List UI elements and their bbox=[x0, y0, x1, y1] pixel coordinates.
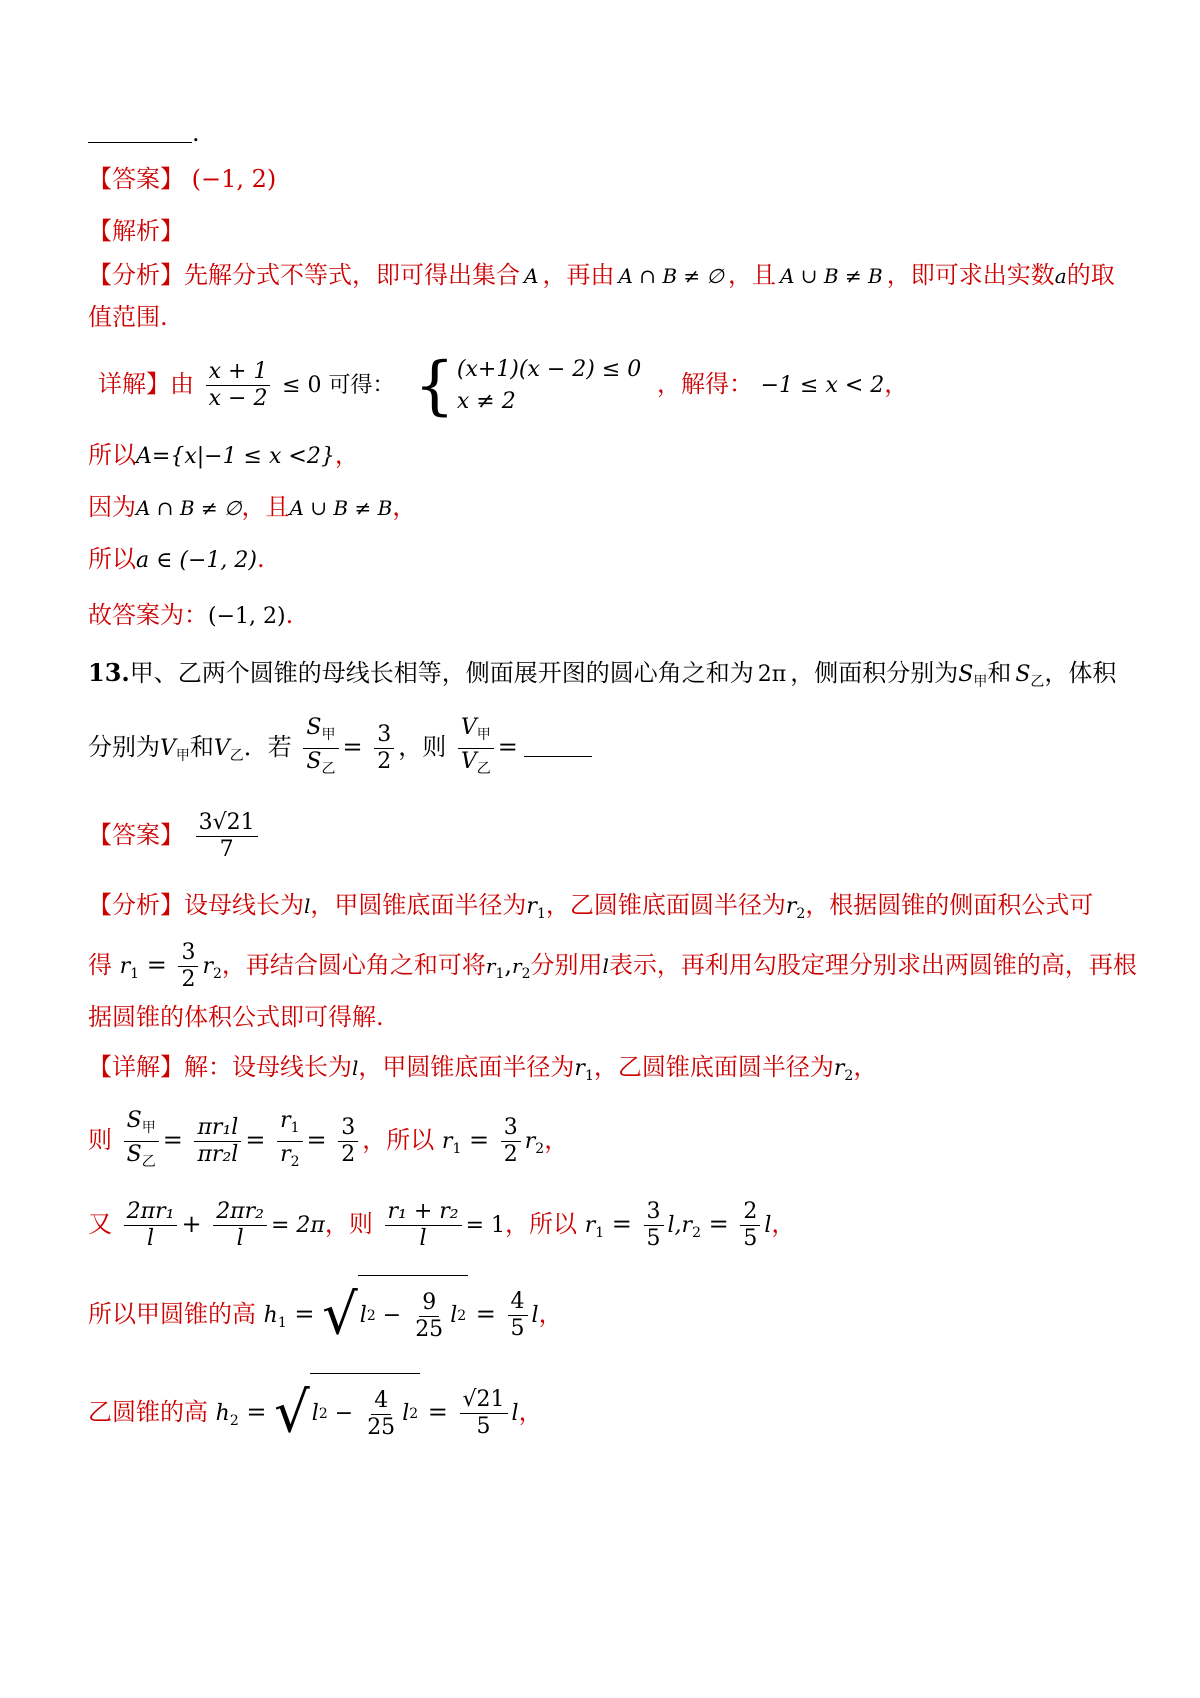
frac-numerator: x + 1 bbox=[206, 359, 271, 386]
text: 乙 bbox=[476, 761, 491, 777]
text: 3√21 bbox=[196, 810, 258, 837]
text bbox=[644, 1199, 664, 1252]
text: 甲 bbox=[321, 727, 336, 743]
analysis-tag: 【解析】 bbox=[88, 217, 184, 245]
text: r bbox=[833, 1056, 845, 1081]
h1-radicand: l 2 − $\frac{9}{25}$ l 2 bbox=[358, 1275, 468, 1356]
text: 3 bbox=[501, 1115, 521, 1142]
ratio-value-fraction bbox=[374, 722, 394, 775]
text: 所以 bbox=[88, 441, 136, 469]
text: ，甲圆锥底面半径为 bbox=[358, 1053, 575, 1081]
q13-detail-line-2: 则 $\frac{S_甲}{S_乙}$ = $\frac{\text{πr₁l}}{\text{πr₂l}}$ = $\frac{r_1}{r_2}$ = $\frac{3}{2}$ ，所以 $r_1$ = $\frac{3}{2}$ $r_2$， bbox=[88, 1104, 568, 1176]
text: 4 bbox=[508, 1289, 528, 1316]
math-cond-union: A ∪ B ≠ B bbox=[779, 264, 883, 288]
text: 甲 bbox=[476, 727, 491, 743]
inequality-rhs: ≤ 0 可得： bbox=[282, 373, 395, 398]
text: 甲、乙两个圆锥的母线长相等，侧面展开图的圆心角之和为 bbox=[129, 659, 754, 687]
text: l bbox=[764, 1213, 772, 1238]
text: l bbox=[147, 1226, 155, 1251]
text: r bbox=[485, 954, 496, 978]
text: A ∪ B ≠ B bbox=[289, 496, 393, 520]
text bbox=[194, 1115, 241, 1168]
text: 乙 bbox=[1030, 674, 1045, 690]
text: ，体积 bbox=[1044, 659, 1117, 687]
text bbox=[124, 1199, 178, 1252]
text: r bbox=[119, 954, 131, 979]
text: 25 bbox=[415, 1316, 444, 1342]
text: = 2π bbox=[270, 1213, 325, 1238]
text bbox=[338, 1115, 358, 1168]
system-brace: { bbox=[414, 348, 455, 423]
text: ，侧面积分别为 bbox=[790, 659, 959, 687]
q13-fenxi-line-3 bbox=[88, 1000, 384, 1034]
text bbox=[178, 940, 198, 993]
sqrt-icon: √ bbox=[322, 1282, 358, 1348]
inequality-fraction bbox=[206, 359, 271, 412]
text: 5 bbox=[510, 1316, 525, 1341]
text: πr₂l bbox=[197, 1142, 239, 1167]
text: V bbox=[460, 715, 477, 740]
text: 【分析】 bbox=[88, 891, 184, 919]
text: S bbox=[1015, 662, 1031, 687]
text bbox=[124, 1108, 159, 1175]
q13-answer-fraction bbox=[196, 810, 258, 863]
text: 设母线长为 bbox=[184, 891, 304, 919]
text: S bbox=[306, 715, 322, 740]
text: 2 bbox=[377, 749, 392, 774]
text: 所以甲圆锥的高 bbox=[88, 1300, 256, 1328]
text: ，且 bbox=[727, 261, 776, 289]
text: 和 bbox=[189, 733, 214, 761]
text: 的取 bbox=[1066, 261, 1115, 289]
q12-answer-value: (−1, 2) bbox=[191, 165, 277, 193]
q13-fenxi-line-2: 得 $r_1$ = $\frac{3}{2}$ $r_2$，再结合圆心角之和可将$r_1,r_2$分别用l表示，再利用勾股定理分别求出两圆锥的高，再根 bbox=[88, 940, 1137, 992]
text bbox=[508, 1289, 528, 1342]
text: 3 bbox=[178, 940, 198, 967]
inequality-system bbox=[457, 354, 641, 418]
q13-stem-line-1 bbox=[88, 656, 1116, 699]
text: S bbox=[126, 1108, 142, 1133]
text: S bbox=[126, 1142, 142, 1167]
text: 甲 bbox=[141, 1120, 156, 1136]
text: 2 bbox=[503, 1142, 518, 1167]
text: 详解】由 bbox=[98, 370, 194, 398]
text: 9 bbox=[419, 1290, 439, 1317]
text: 5 bbox=[476, 1414, 491, 1439]
text: = bbox=[342, 733, 363, 761]
text: ，乙圆锥底面圆半径为 bbox=[545, 891, 786, 919]
text: 2πr₂ bbox=[213, 1199, 267, 1226]
text: ， bbox=[538, 1300, 563, 1328]
text: ，则 bbox=[398, 733, 447, 761]
analysis-heading bbox=[88, 214, 184, 248]
text: ，所以 bbox=[505, 1210, 578, 1238]
text: 得 bbox=[88, 951, 112, 979]
q13-stem-line-2 bbox=[88, 712, 592, 782]
answer-blank-line: . bbox=[88, 116, 200, 150]
text: 先解分式不等式，即可得出集合 bbox=[184, 261, 520, 289]
system-row-1: (x+1)(x − 2) ≤ 0 bbox=[456, 356, 642, 382]
text: r bbox=[574, 1056, 585, 1081]
text: ，再由 bbox=[542, 261, 615, 289]
text bbox=[501, 1115, 521, 1168]
text: ，再结合圆心角之和可将 bbox=[221, 951, 486, 979]
text: $\frac{r_1}{r_2}$ bbox=[277, 1108, 302, 1175]
text: 则 bbox=[88, 1126, 112, 1154]
text bbox=[740, 1199, 760, 1252]
text: l bbox=[511, 1401, 519, 1426]
text: ， bbox=[544, 1126, 569, 1154]
text bbox=[460, 1387, 508, 1440]
text: 故答案为： bbox=[88, 601, 208, 629]
text: ，即可求出实数 bbox=[886, 261, 1055, 289]
text: 乙 bbox=[321, 761, 336, 777]
q12-answer-line bbox=[88, 162, 276, 196]
text: 分别用 bbox=[530, 951, 603, 979]
text: ， bbox=[884, 370, 909, 398]
text: ，且 bbox=[241, 493, 290, 521]
text: 7 bbox=[219, 837, 234, 862]
fenxi-tag: 【分析】 bbox=[88, 261, 184, 289]
text: r bbox=[524, 1129, 536, 1154]
text: √21 bbox=[460, 1387, 508, 1414]
q12-fenxi-line-2 bbox=[88, 300, 168, 334]
answer-blank bbox=[524, 756, 592, 757]
math-A: A bbox=[524, 264, 539, 288]
answer-blank bbox=[88, 142, 192, 143]
text: 分别为 bbox=[88, 733, 160, 761]
text: ， bbox=[518, 1398, 543, 1426]
text bbox=[385, 1199, 462, 1252]
text: 甲 bbox=[175, 748, 190, 764]
text: 2 bbox=[341, 1142, 356, 1167]
text: 2 bbox=[181, 967, 196, 992]
text: A ∩ B ≠ ∅ bbox=[136, 496, 242, 520]
q13-detail-line-4: 所以甲圆锥的高 $h_1 = √l$ 2 − $\frac{9}{25}$ l 2 = $\frac{4}{5}$ l， bbox=[88, 1274, 563, 1354]
frac-denominator: x − 2 bbox=[208, 386, 268, 411]
text: ，乙圆锥底面圆半径为 bbox=[593, 1053, 834, 1081]
text: V bbox=[160, 736, 176, 761]
text: 又 bbox=[88, 1210, 112, 1238]
text: S bbox=[958, 662, 974, 687]
q13-answer-line bbox=[88, 800, 262, 870]
text: r bbox=[526, 894, 537, 919]
system-row-2: x ≠ 2 bbox=[456, 388, 516, 414]
q13-detail-line-1: 【详解】解：设母线长为l，甲圆锥底面半径为$r_1$，乙圆锥底面圆半径为$r_2$， bbox=[88, 1053, 878, 1084]
text: 3 bbox=[644, 1199, 664, 1226]
q13-detail-line-3: 又 $\frac{\text{2πr₁}}{l}$ + $\frac{\text{2πr₂}}{l}$ = 2π，则 $\frac{\text{r₁ + r₂}}{l}$ = 1，所以 $r_1$ = $\frac{3}{5}$ $l,r_2$ = $\frac{2}{5}$ l， bbox=[88, 1199, 796, 1251]
text: 3 bbox=[338, 1115, 358, 1142]
text: l bbox=[352, 1056, 359, 1080]
sqrt-icon: √ bbox=[274, 1380, 310, 1446]
math-a: a bbox=[1054, 264, 1067, 288]
text: ，则 bbox=[324, 1210, 373, 1238]
q12-set-line bbox=[88, 438, 359, 474]
text: . bbox=[256, 545, 265, 573]
q12-cond-line bbox=[88, 490, 416, 525]
text: 因为 bbox=[88, 493, 136, 521]
text: 解：设母线长为 bbox=[184, 1053, 352, 1081]
text: ， bbox=[853, 1053, 878, 1081]
text: 25 bbox=[367, 1414, 396, 1440]
text: 乙 bbox=[229, 748, 244, 764]
text: ， bbox=[771, 1210, 796, 1238]
q13-fenxi-line-1: 【分析】设母线长为l，甲圆锥底面半径为$r_1$，乙圆锥底面圆半径为$r_2$，根据圆锥的侧面积公式可 bbox=[88, 891, 1094, 922]
text: 所以 bbox=[88, 545, 136, 573]
text: (−1, 2) bbox=[208, 604, 286, 629]
text: 3 bbox=[374, 722, 394, 749]
text: 和 bbox=[987, 659, 1012, 687]
text: ， bbox=[334, 441, 359, 469]
math-cond-intersection: A ∩ B ≠ ∅ bbox=[618, 264, 724, 288]
text: ，所以 bbox=[362, 1126, 435, 1154]
text: r bbox=[785, 894, 797, 919]
text: r bbox=[681, 1213, 693, 1238]
text: 乙 bbox=[141, 1154, 156, 1170]
text: 【详解】 bbox=[88, 1053, 184, 1081]
text: r bbox=[584, 1213, 596, 1238]
text: l bbox=[304, 894, 311, 918]
text: . bbox=[285, 601, 294, 629]
q13-detail-line-5: 乙圆锥的高 $h_2 = √l$ 2 − $\frac{4}{25}$ l 2 = $\frac{√21}{5}$ l， bbox=[88, 1372, 543, 1452]
text: r bbox=[441, 1129, 453, 1154]
h2-radicand: l 2 − $\frac{4}{25}$ l 2 bbox=[310, 1373, 420, 1454]
text: ，甲圆锥底面半径为 bbox=[310, 891, 527, 919]
text: S bbox=[306, 749, 322, 774]
q12-final-line bbox=[88, 598, 293, 634]
text: V bbox=[213, 736, 230, 761]
text: 值范围. bbox=[88, 303, 168, 331]
text: 2 bbox=[740, 1199, 760, 1226]
q12-detail-line bbox=[98, 344, 908, 424]
text: 据圆锥的体积公式即可得解. bbox=[88, 1003, 384, 1031]
text: ， bbox=[392, 493, 417, 521]
ratio-S-fraction bbox=[303, 715, 338, 782]
text: 2π bbox=[757, 662, 787, 687]
text: 表示，再利用勾股定理分别求出两圆锥的高，再根 bbox=[608, 951, 1137, 979]
answer-tag: 【答案】 bbox=[88, 165, 184, 193]
text: 【答案】 bbox=[88, 821, 184, 849]
text: 4 bbox=[371, 1388, 391, 1415]
text: r bbox=[202, 954, 213, 979]
text: l bbox=[419, 1226, 427, 1251]
text: l bbox=[602, 954, 609, 978]
text: 乙圆锥的高 bbox=[88, 1398, 208, 1426]
text: 2πr₁ bbox=[124, 1199, 178, 1226]
text: V bbox=[460, 749, 477, 774]
q12-fenxi-line-1 bbox=[88, 258, 1115, 293]
question-number: 13. bbox=[88, 658, 130, 687]
text: r₁ + r₂ bbox=[385, 1199, 462, 1226]
text: ，根据圆锥的侧面积公式可 bbox=[805, 891, 1094, 919]
text: ，解得： bbox=[656, 370, 753, 398]
set-A: A={x|−1 ≤ x <2} bbox=[136, 444, 335, 469]
text: l bbox=[236, 1226, 244, 1251]
text: 甲 bbox=[973, 674, 988, 690]
text: r bbox=[512, 954, 522, 978]
text: a ∈ (−1, 2) bbox=[136, 548, 257, 573]
text bbox=[213, 1199, 267, 1252]
ratio-V-fraction bbox=[458, 715, 494, 782]
text: ．若 bbox=[243, 733, 292, 761]
text: = bbox=[497, 733, 518, 761]
q12-a-line bbox=[88, 542, 265, 578]
text: l bbox=[531, 1303, 539, 1328]
text: 5 bbox=[646, 1226, 661, 1251]
solution-range: −1 ≤ x < 2 bbox=[760, 373, 885, 398]
text: = 1 bbox=[465, 1213, 506, 1238]
text: 5 bbox=[743, 1226, 758, 1251]
text: πr₁l bbox=[194, 1115, 241, 1142]
